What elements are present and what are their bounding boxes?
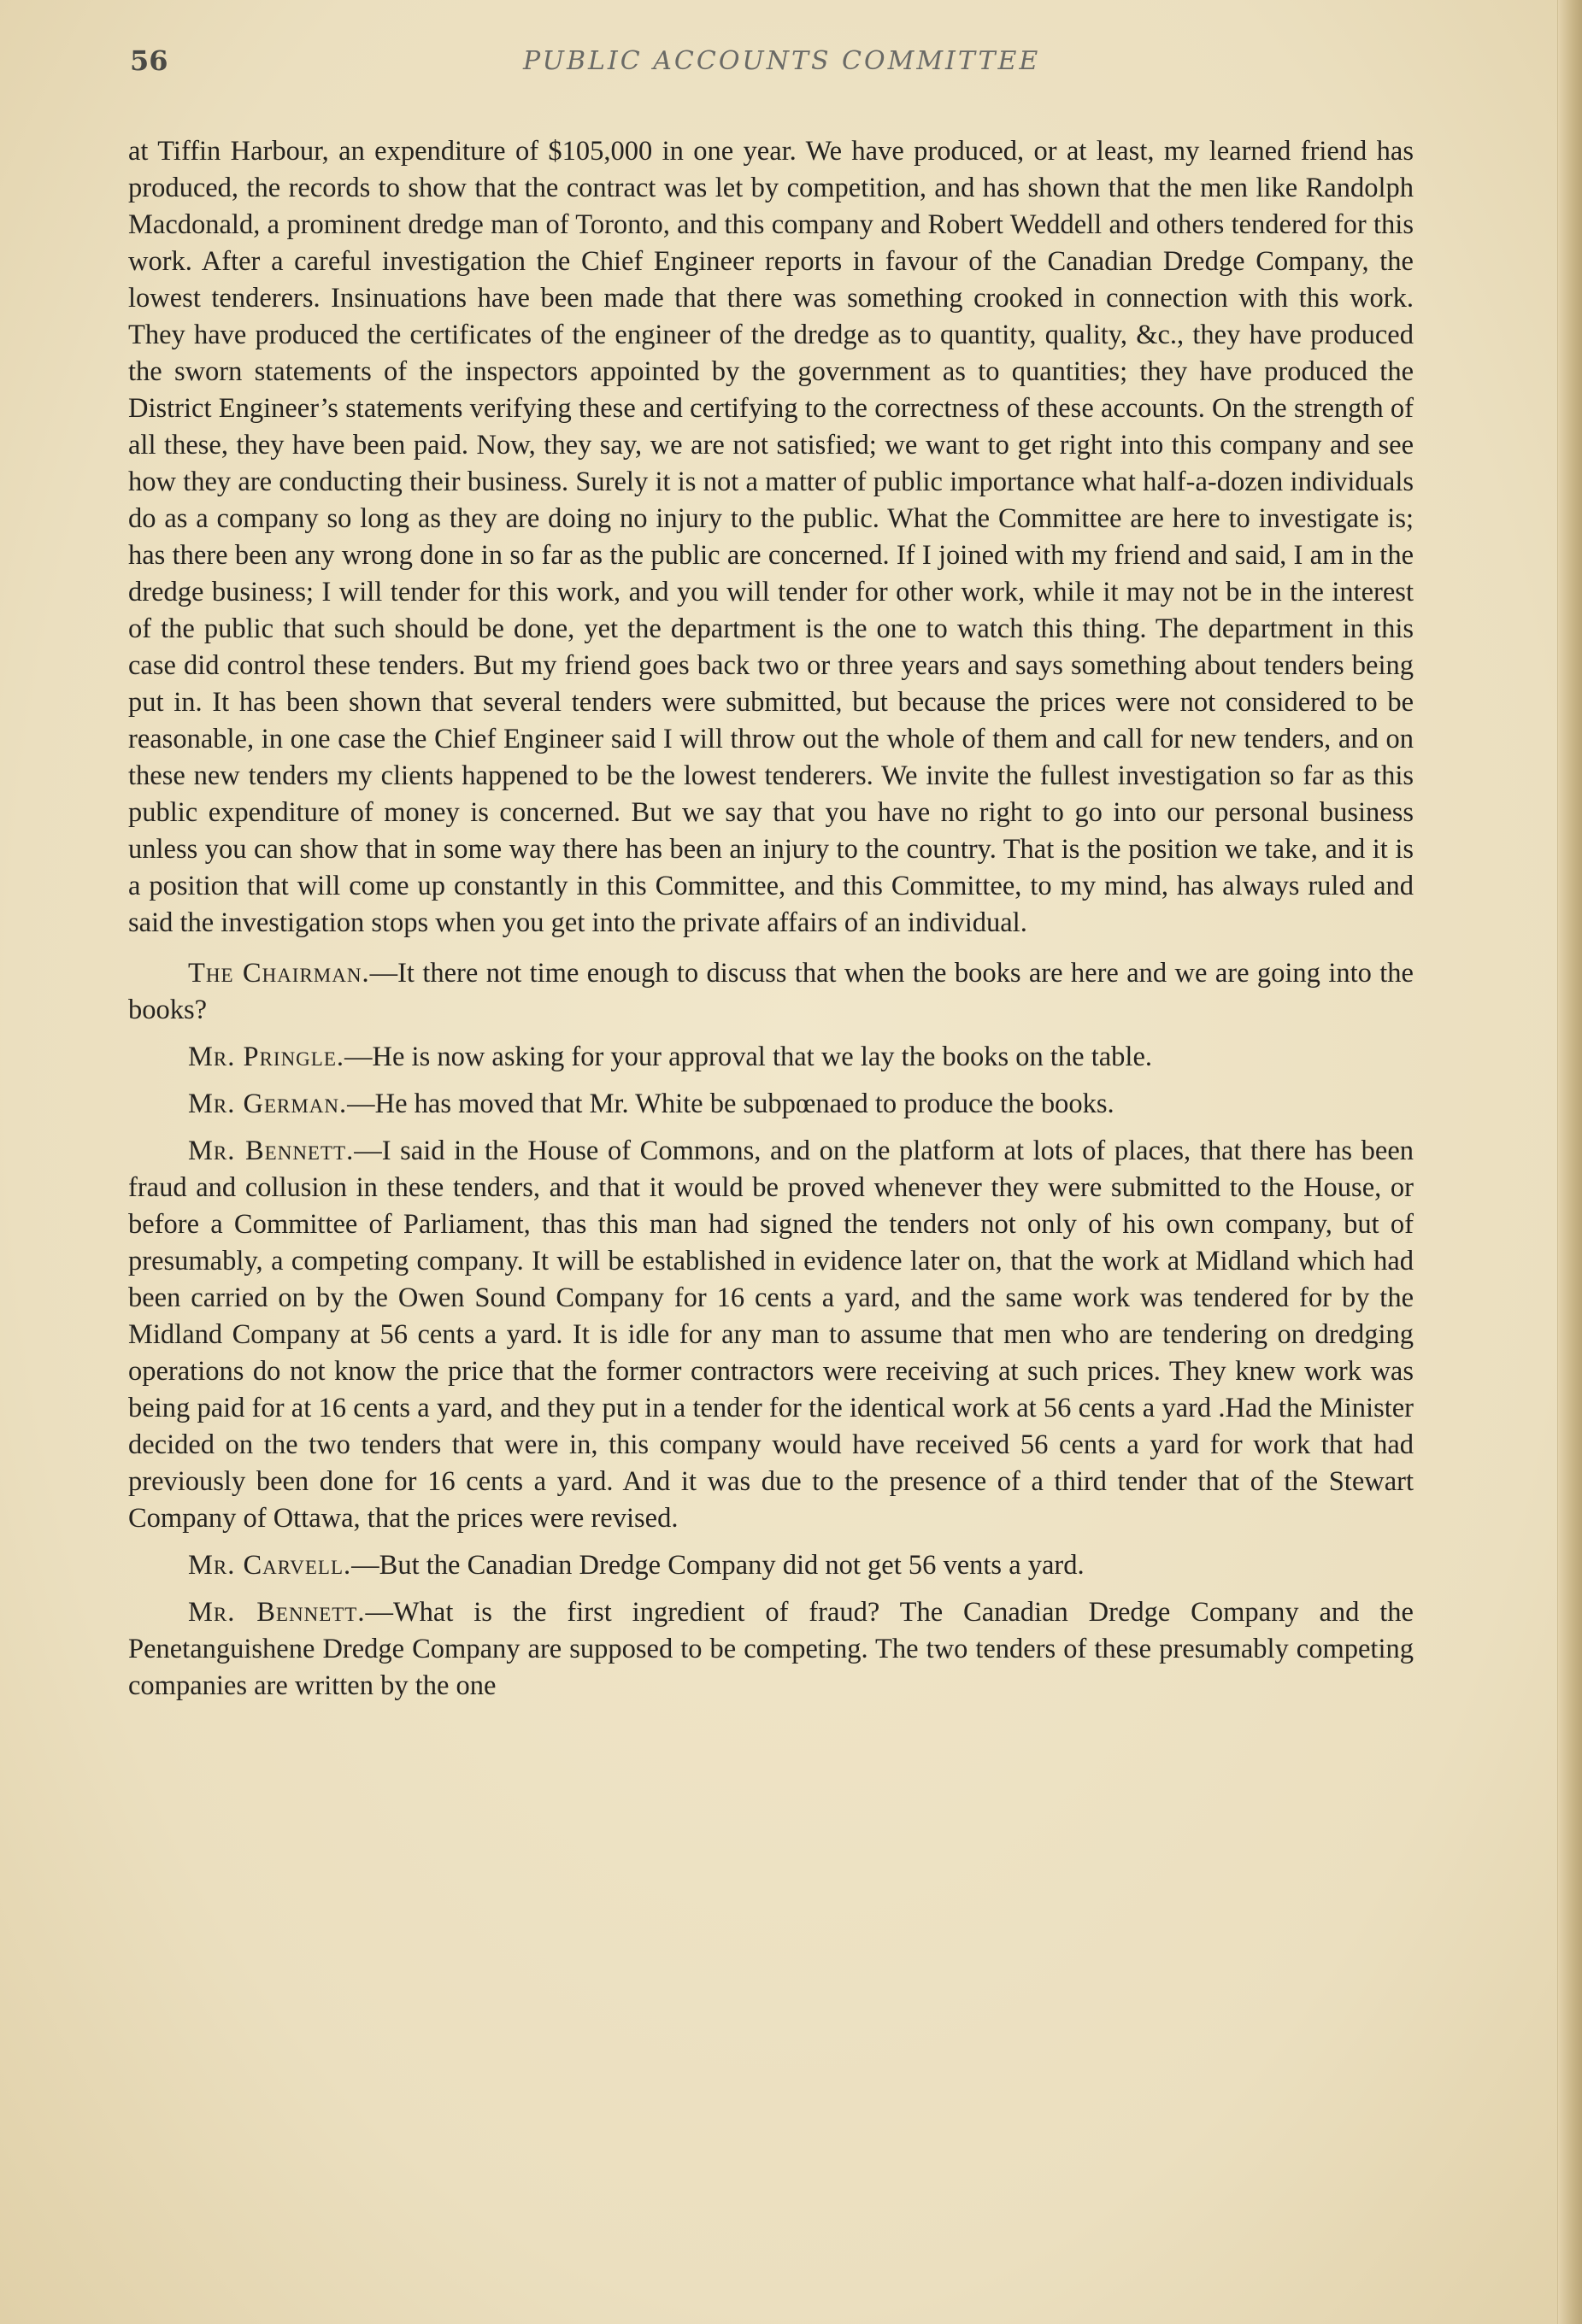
opening-paragraph: at Tiffin Harbour, an expenditure of $105,000 in one year. We have produced, or at least, my learned friend has produced, the records to show that the contract was let by competition, and has shown that the men like Randolph Macdonald, a prominent dredge man of Toronto, and this company and Robert Weddell and others tendered for this work. After a careful investigation the Chief Engineer reports in favour of the Canadian Dredge Company, the lowest tenderers. Insinuations have been made that there was something crooked in connection with this work. They have produced the certificates of the engineer of the dredge as to quantity, quality, &c., they have produced the sworn statements of the inspectors appointed by the government as to quantities; they have produced the District Engineer’s statements verifying these and certifying to the correctness of these accounts. On the strength of all these, they have been paid. Now, they say, we are not satisfied; we want to get right into this company and see how they are conducting their business. Surely it is not a matter of public importance what half-a-dozen individuals do as a company so long as they are doing no injury to the public. What the Committee are here to investigate is; has there been any wrong done in so far as the public are concerned. If I joined with my friend and said, I am in the dredge business; I will tender for this work, and you will tender for other work, while it may not be in the interest of the public that such should be done, yet the department is the one to watch this thing. The department in this case did control these tenders. But my friend goes back two or three years and says something about tenders being put in. It has been shown that several tenders were submitted, but because the prices were not considered to be reasonable, in one case the Chief Engineer said I will throw out the whole of them and call for new tenders, and on these new tenders my clients happened to be the lowest tenderers. We invite the fullest investigation so far as this public expenditure of money is concerned. But we say that you have no right to go into our personal business unless you can show that in some way there has been an injury to the country. That is the position we take, and it is a position that will come up constantly in this Committee, and this Committee, to my mind, has always ruled and said the investigation stops when you get into the private affairs of an individual. — [128, 136, 1414, 938]
page-number: 56 — [130, 44, 168, 77]
speaker-name: Mr. Bennett. — [188, 1136, 355, 1166]
speech-paragraph — [128, 1547, 1414, 1584]
speech-paragraph — [128, 1594, 1414, 1705]
speaker-name: Mr. German. — [188, 1089, 348, 1119]
speech-text: —He is now asking for your approval that we lay the books on the table. — [344, 1042, 1153, 1072]
speaker-name: Mr. Pringle. — [188, 1042, 345, 1072]
speech-paragraph — [128, 1039, 1414, 1076]
speech-text: —But the Canadian Dredge Company did not get 56 vents a yard. — [351, 1550, 1085, 1581]
speech-text: —I said in the House of Commons, and on the platform at lots of places, that there has been fraud and collusion in these tenders, and that it would be proved whenever they were submitted to the House, or before a Committee of Parliament, thas this man had signed the tenders not only of his own company, but of presumably, a competing company. It will be established in evidence later on, that the work at Midland which had been carried on by the Owen Sound Company for 16 cents a yard, and the same work was tendered for by the Midland Company at 56 cents a yard. It is idle for any man to assume that men who are tendering on dredging operations do not know the price that the former contractors were receiving at such prices. They knew work was being paid for at 16 cents a yard, and they put in a tender for the identical work at 56 cents a yard .Had the Minister decided on the two tenders that were in, this company would have received 56 cents a yard for work that had previously been done for 16 cents a yard. And it was due to the presence of a third tender that of the Stewart Company of Ottawa, that the prices were revised. — [128, 1136, 1414, 1534]
body-text — [128, 133, 1414, 1715]
speaker-name: The Chairman. — [188, 958, 370, 989]
page-header — [130, 44, 1429, 87]
running-title: PUBLIC ACCOUNTS COMMITTEE — [523, 46, 1041, 76]
speech-text: —He has moved that Mr. White be subpœnaed to produce the books. — [347, 1089, 1114, 1119]
speech-text: —What is the first ingredient of fraud? The Canadian Dredge Company and the Penetanguishene Dredge Company are supposed to be competing. The two tenders of these presumably competing companies are written by the one — [128, 1597, 1414, 1701]
speech-paragraph — [128, 1133, 1414, 1537]
speech-paragraph — [128, 1086, 1414, 1123]
speaker-name: Mr. Carvell. — [188, 1550, 352, 1581]
speaker-name: Mr. Bennett. — [188, 1597, 366, 1628]
speech-text: —It there not time enough to discuss that when the books are here and we are going into the books? — [128, 958, 1414, 1025]
page-edge — [1557, 0, 1582, 2324]
speech-paragraph — [128, 955, 1414, 1029]
